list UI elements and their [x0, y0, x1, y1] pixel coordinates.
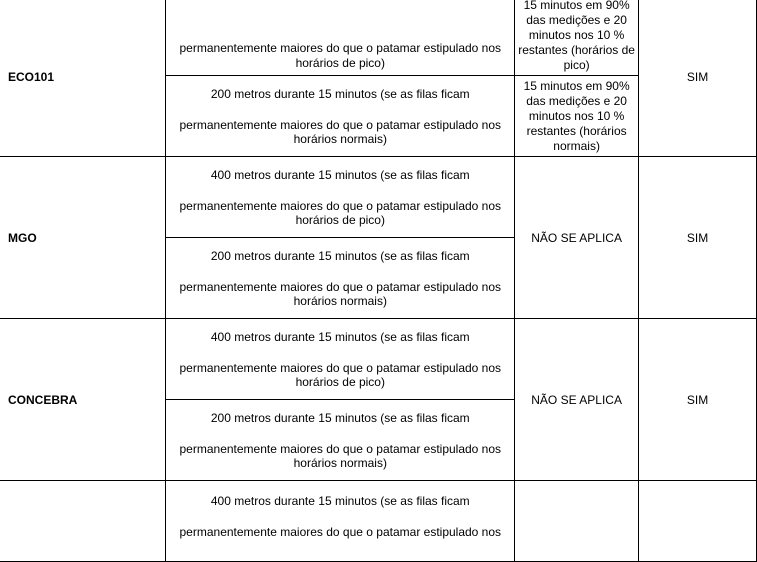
queue-criterion [166, 319, 515, 400]
time-limit: 15 minutos em 90% das medições e 20 minutos nos 10 % restantes (horários de pico) [515, 0, 639, 76]
criterion-line: permanentemente maiores do que o patamar estipulado nos horários de pico) [179, 41, 502, 70]
queue-criterion [166, 76, 515, 157]
queue-criterion [166, 481, 515, 562]
operator-name [0, 481, 166, 562]
time-limit: 15 minutos em 90% das medições e 20 minutos nos 10 % restantes (horários normais) [515, 76, 639, 157]
table-row [0, 0, 757, 76]
operator-name: ECO101 [0, 0, 166, 157]
criterion-line: 200 metros durante 15 minutos (se as filas ficam [210, 248, 470, 263]
criterion-line: 400 metros durante 15 minutos (se as filas ficam [210, 494, 470, 508]
criterion-line: permanentemente maiores do que o patamar estipulado nos horários de pico) [179, 198, 502, 227]
criterion-line: permanentemente maiores do que o patamar estipulado nos horários normais) [179, 441, 502, 470]
table-row [0, 481, 757, 562]
queue-criterion [166, 238, 515, 319]
operator-name: CONCEBRA [0, 319, 166, 481]
criterion-line: 200 metros durante 15 minutos (se as filas ficam [210, 86, 470, 101]
criterion-line: 200 metros durante 15 minutos (se as filas ficam [210, 410, 470, 425]
table-row [0, 319, 757, 400]
time-limit: NÃO SE APLICA [515, 157, 639, 319]
queue-criterion [166, 400, 515, 481]
criterion-line: permanentemente maiores do que o patamar estipulado nos horários normais) [179, 279, 502, 308]
criterion-line: 400 metros durante 15 minutos (se as filas ficam [210, 329, 470, 344]
applies-value: SIM [639, 319, 757, 481]
criterion-line: 400 metros durante 15 minutos (se as filas ficam [210, 167, 470, 182]
applies-value [639, 481, 757, 562]
time-limit [515, 481, 639, 562]
operator-name: MGO [0, 157, 166, 319]
criterion-line: permanentemente maiores do que o patamar estipulado nos horários normais) [179, 117, 502, 146]
applies-value: SIM [639, 157, 757, 319]
criterion-line: permanentemente maiores do que o patamar estipulado nos horários de pico) [179, 360, 502, 389]
queue-criterion [166, 157, 515, 238]
table-row [0, 157, 757, 238]
criterion-line: permanentemente maiores do que o patamar estipulado nos [179, 525, 502, 539]
time-limit: NÃO SE APLICA [515, 319, 639, 481]
applies-value: SIM [639, 0, 757, 157]
queue-criterion [166, 0, 515, 76]
